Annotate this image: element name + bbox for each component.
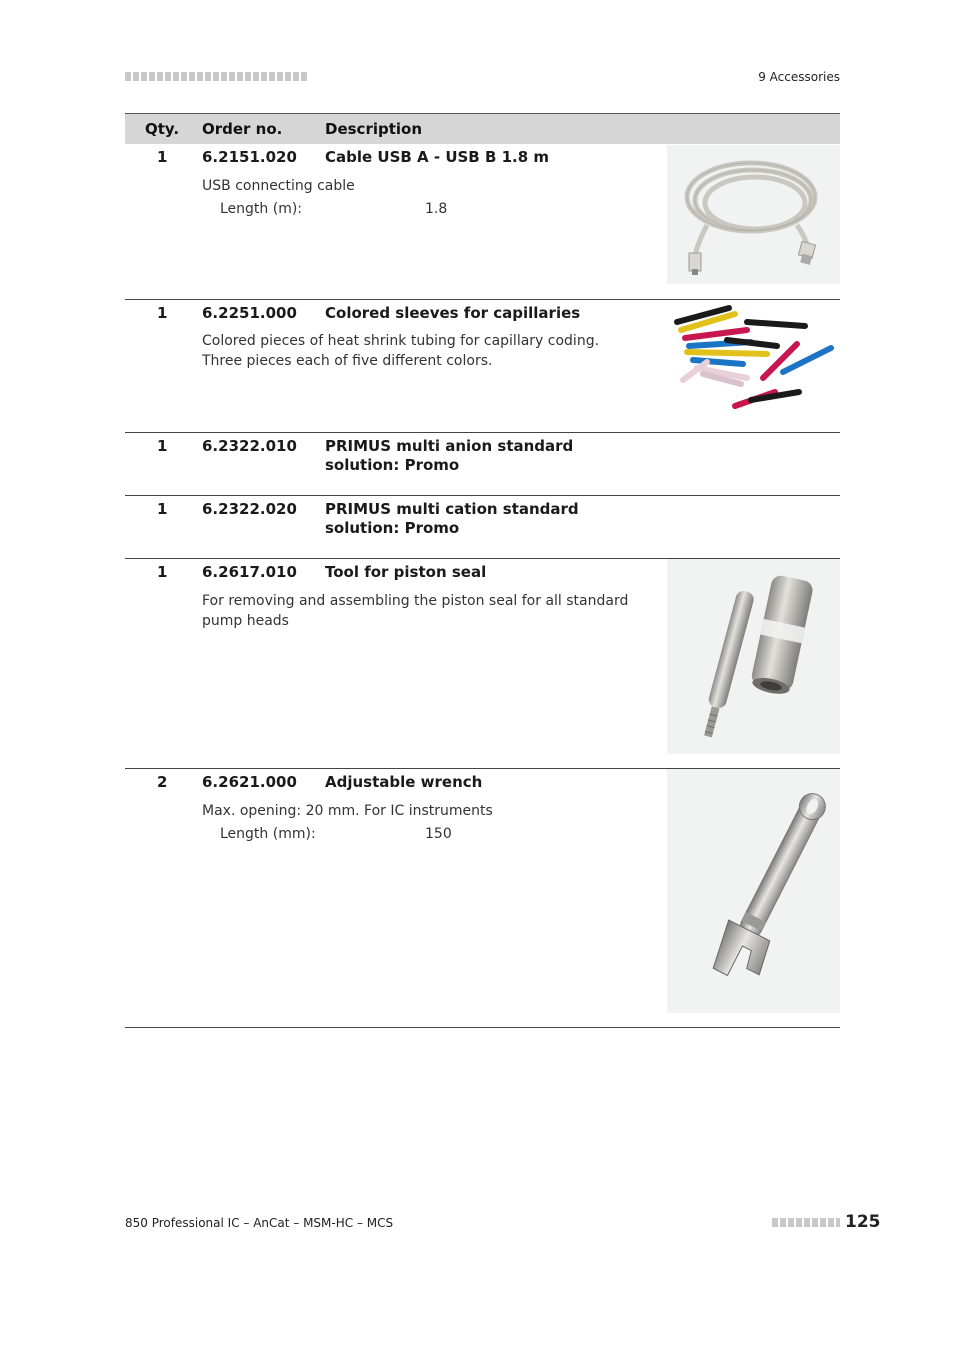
row-order-no: 6.2151.020 bbox=[202, 148, 297, 166]
row-order-no: 6.2322.020 bbox=[202, 500, 297, 518]
row-qty: 2 bbox=[157, 773, 168, 791]
row-title: Tool for piston seal bbox=[325, 563, 487, 581]
row-qty: 1 bbox=[157, 304, 168, 322]
footer-decoration bbox=[772, 1218, 840, 1227]
colored-sleeves-image bbox=[667, 300, 840, 420]
row-qty: 1 bbox=[157, 148, 168, 166]
row-qty: 1 bbox=[157, 563, 168, 581]
row-order-no: 6.2621.000 bbox=[202, 773, 297, 791]
header-decoration bbox=[125, 72, 307, 81]
row-title: PRIMUS multi anion standard solution: Promo bbox=[325, 437, 574, 474]
adjustable-wrench-image bbox=[667, 769, 840, 1013]
page-number: 125 bbox=[845, 1212, 881, 1232]
row-description: Max. opening: 20 mm. For IC instruments bbox=[202, 803, 493, 819]
section-title: 9 Accessories bbox=[758, 70, 840, 84]
row-divider bbox=[125, 432, 840, 433]
row-description: Colored pieces of heat shrink tubing for capillary coding. Three pieces each of five different colors. bbox=[202, 333, 600, 369]
param-value: 1.8 bbox=[425, 201, 448, 217]
row-order-no: 6.2617.010 bbox=[202, 563, 297, 581]
row-qty: 1 bbox=[157, 437, 168, 455]
param-value: 150 bbox=[425, 826, 452, 842]
column-order-no: Order no. bbox=[202, 120, 283, 138]
row-description: For removing and assembling the piston seal for all standard pump heads bbox=[202, 593, 629, 629]
usb-cable-image bbox=[667, 145, 840, 284]
row-title: PRIMUS multi cation standard solution: Promo bbox=[325, 500, 579, 537]
piston-seal-tool-image bbox=[667, 559, 840, 754]
row-title: Adjustable wrench bbox=[325, 773, 483, 791]
table-header bbox=[125, 113, 840, 144]
row-order-no: 6.2322.010 bbox=[202, 437, 297, 455]
column-description: Description bbox=[325, 120, 423, 138]
document-title: 850 Professional IC – AnCat – MSM-HC – MCS bbox=[125, 1216, 394, 1230]
row-order-no: 6.2251.000 bbox=[202, 304, 297, 322]
column-qty: Qty. bbox=[145, 120, 180, 138]
param-label: Length (mm): bbox=[220, 826, 316, 842]
row-title: Colored sleeves for capillaries bbox=[325, 304, 581, 322]
table-bottom-rule bbox=[125, 1027, 840, 1028]
row-divider bbox=[125, 495, 840, 496]
row-title: Cable USB A - USB B 1.8 m bbox=[325, 148, 550, 166]
row-description: USB connecting cable bbox=[202, 178, 355, 194]
param-label: Length (m): bbox=[220, 201, 303, 217]
row-qty: 1 bbox=[157, 500, 168, 518]
